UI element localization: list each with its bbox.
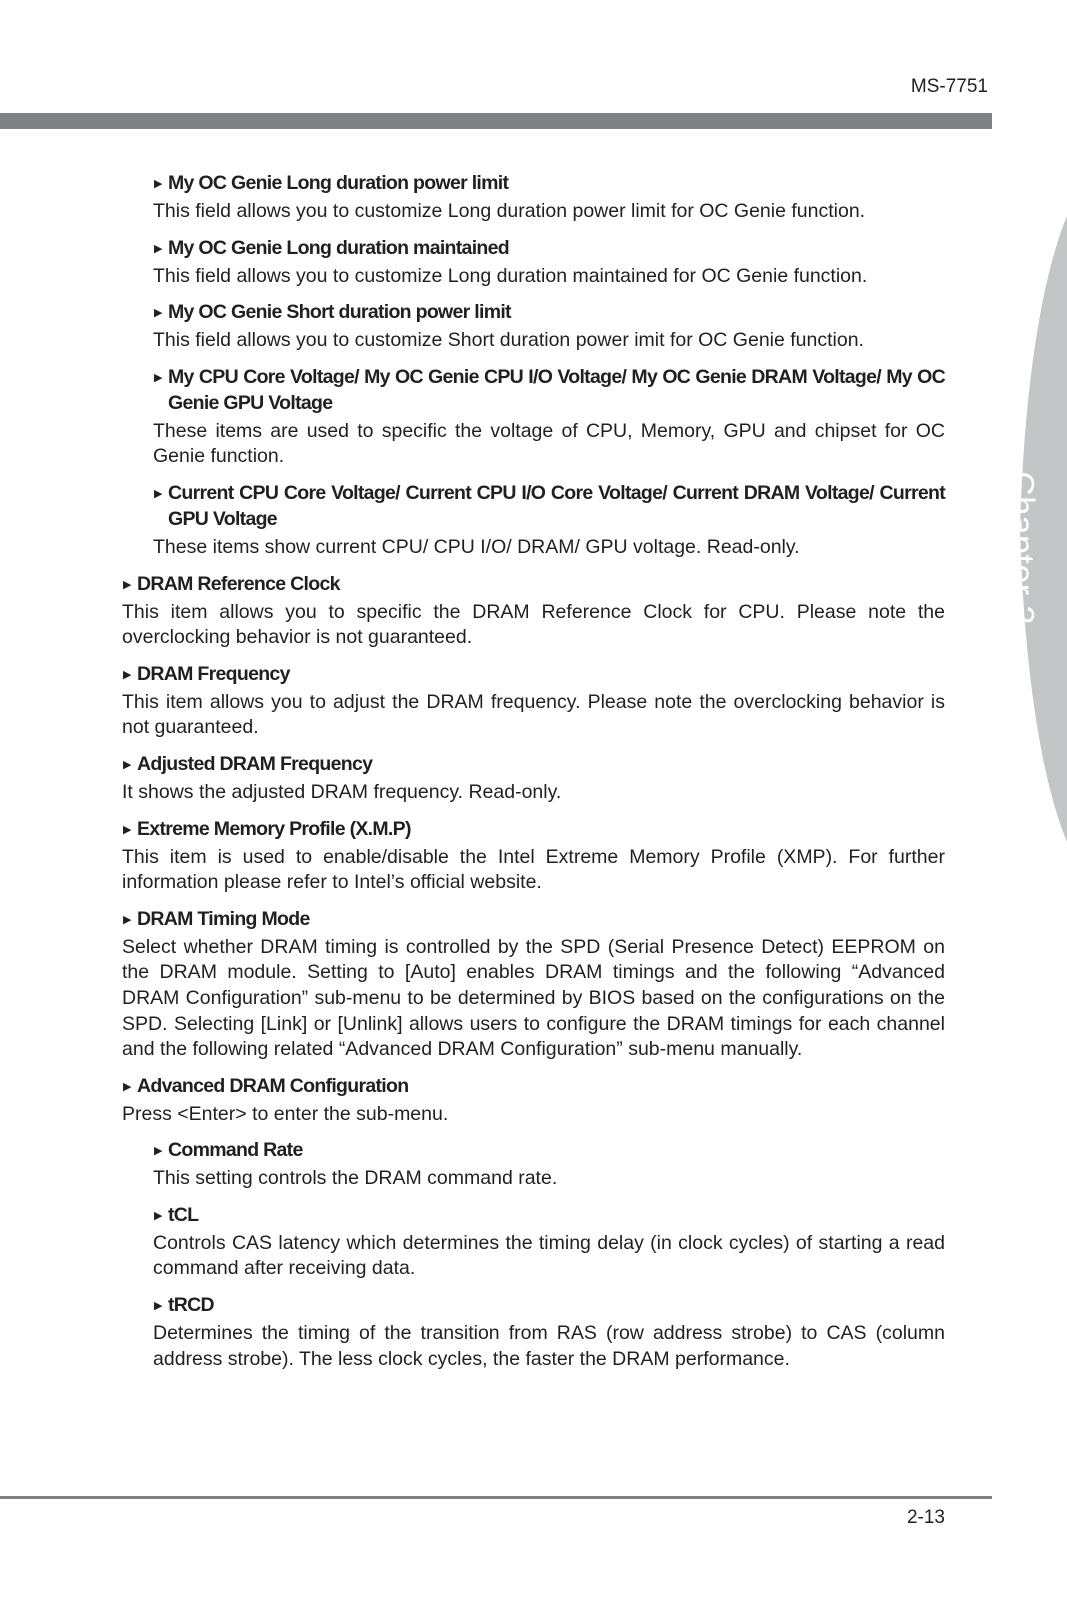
setting-item	[153, 1202, 945, 1282]
setting-title	[153, 170, 945, 196]
setting-title-text: DRAM Frequency	[137, 662, 290, 685]
setting-title	[153, 299, 945, 325]
setting-title	[122, 661, 945, 687]
header-bar	[0, 113, 992, 129]
setting-title	[153, 364, 945, 416]
bullet-arrow-icon: ▶	[154, 307, 163, 320]
setting-description: Determines the timing of the transition from RAS (row address strobe) to CAS (column address strobe). The less clock cycles, the faster the DRAM performance.	[153, 1322, 945, 1370]
chapter-label: Chapter 2	[1002, 471, 1041, 625]
setting-title	[153, 480, 945, 532]
setting-title-text: Command Rate	[168, 1139, 303, 1162]
setting-description: Press <Enter> to enter the sub-menu.	[122, 1102, 449, 1125]
setting-item	[153, 364, 945, 470]
setting-description: This field allows you to customize Short duration power imit for OC Genie function.	[153, 329, 864, 352]
bullet-arrow-icon: ▶	[123, 913, 132, 926]
setting-title-text: My CPU Core Voltage/ My OC Genie CPU I/O Voltage/ My OC Genie DRAM Voltage/ My OC Genie GPU Voltage	[168, 365, 945, 414]
page-number: 2-13	[906, 1507, 945, 1528]
setting-description: Select whether DRAM timing is controlled by the SPD (Serial Presence Detect) EEPROM on the DRAM module. Setting to [Auto] enables DRAM timings and the following “Advanced DRAM Configuration” sub-menu to be determined by BIOS based on the configurations on the SPD. Selecting [Link] or [Unlink] allows users to configure the DRAM timings for each channel and the following related “Advanced DRAM Configuration” sub-menu manually.	[122, 935, 945, 1061]
bullet-arrow-icon: ▶	[123, 758, 132, 771]
setting-description: Controls CAS latency which determines the timing delay (in clock cycles) of starting a read command after receiving data.	[153, 1231, 945, 1280]
model-number: MS-7751	[910, 76, 988, 97]
setting-title-text: Extreme Memory Profile (X.M.P)	[137, 817, 411, 840]
setting-item	[122, 571, 945, 651]
bullet-arrow-icon: ▶	[154, 371, 163, 384]
setting-title-text: DRAM Reference Clock	[137, 572, 340, 595]
bullet-arrow-icon: ▶	[123, 668, 132, 681]
setting-item	[122, 751, 945, 806]
setting-item	[153, 170, 945, 225]
bullet-arrow-icon: ▶	[154, 242, 163, 255]
setting-title-text: DRAM Timing Mode	[137, 907, 310, 930]
bullet-arrow-icon: ▶	[123, 823, 132, 836]
setting-item	[153, 235, 945, 290]
setting-title	[153, 1202, 945, 1228]
setting-description: This field allows you to customize Long duration maintained for OC Genie function.	[153, 264, 868, 287]
setting-description: This item is used to enable/disable the Intel Extreme Memory Profile (XMP). For further information please refer to Intel’s official website.	[122, 845, 945, 894]
setting-description: This item allows you to adjust the DRAM frequency. Please note the overclocking behavior is not guaranteed.	[122, 690, 945, 739]
setting-title-text: My OC Genie Long duration power limit	[168, 172, 509, 194]
setting-title-text: My OC Genie Short duration power limit	[168, 301, 511, 324]
setting-description: This setting controls the DRAM command rate.	[153, 1167, 558, 1190]
setting-description: This item allows you to specific the DRAM Reference Clock for CPU. Please note the overclocking behavior is not guaranteed.	[122, 600, 945, 649]
setting-title	[122, 816, 945, 842]
bullet-arrow-icon: ▶	[154, 1209, 163, 1222]
setting-item	[122, 661, 945, 741]
setting-title	[153, 235, 945, 261]
content	[122, 170, 945, 1382]
setting-item	[153, 480, 945, 561]
setting-title	[153, 1292, 945, 1318]
setting-item	[153, 1292, 945, 1372]
bullet-arrow-icon: ▶	[123, 1080, 132, 1093]
setting-description: It shows the adjusted DRAM frequency. Read-only.	[122, 780, 562, 803]
bullet-arrow-icon: ▶	[154, 178, 163, 190]
setting-title-text: tCL	[168, 1203, 199, 1226]
setting-title	[153, 1137, 945, 1163]
setting-item	[153, 1137, 945, 1192]
setting-title-text: Adjusted DRAM Frequency	[137, 752, 373, 775]
setting-title	[122, 1073, 945, 1099]
setting-item	[122, 1073, 945, 1128]
setting-item	[122, 906, 945, 1063]
bullet-arrow-icon: ▶	[123, 578, 132, 591]
setting-description: This field allows you to customize Long duration power limit for OC Genie function.	[153, 200, 866, 222]
bullet-arrow-icon: ▶	[154, 1145, 163, 1158]
setting-title-text: Current CPU Core Voltage/ Current CPU I/O Core Voltage/ Current DRAM Voltage/ Current GPU Voltage	[168, 481, 945, 530]
footer-rule	[0, 1496, 992, 1499]
setting-description: These items are used to specific the voltage of CPU, Memory, GPU and chipset for OC Genie function.	[153, 419, 945, 468]
bullet-arrow-icon: ▶	[154, 1300, 163, 1313]
setting-title	[122, 751, 945, 777]
setting-title-text: Advanced DRAM Configuration	[137, 1074, 409, 1097]
setting-description: These items show current CPU/ CPU I/O/ DRAM/ GPU voltage. Read-only.	[153, 535, 800, 558]
setting-title-text: My OC Genie Long duration maintained	[168, 236, 509, 259]
setting-item	[122, 816, 945, 896]
setting-title-text: tRCD	[168, 1294, 214, 1317]
setting-item	[153, 299, 945, 354]
setting-title	[122, 906, 945, 932]
bullet-arrow-icon: ▶	[154, 487, 163, 500]
setting-title	[122, 571, 945, 597]
